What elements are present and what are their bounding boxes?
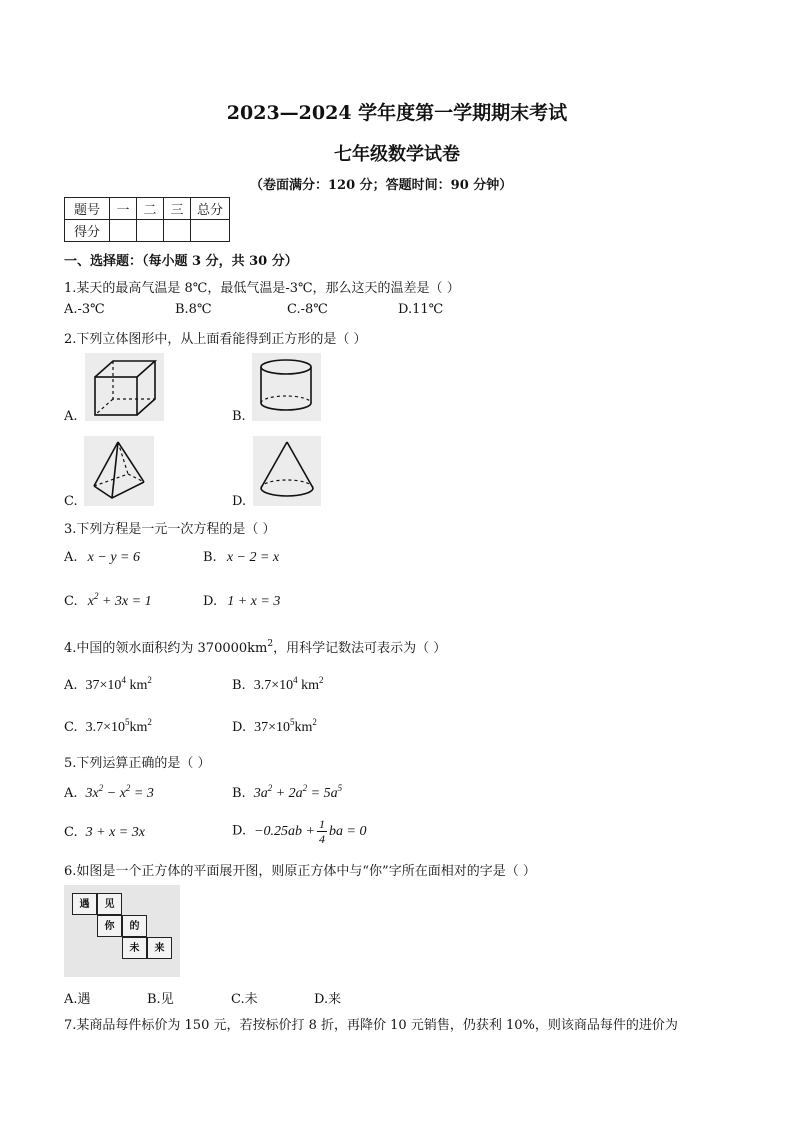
exam-note: （卷面满分：120 分；答题时间：90 分钟）: [250, 178, 513, 193]
cone-icon: [253, 436, 321, 506]
q5-option-d[interactable]: D. −0.25ab + $\frac{1}{4}$ ba = 0: [232, 817, 367, 846]
net-face: 你: [97, 915, 122, 937]
net-face: 的: [122, 915, 147, 937]
q1-option-d[interactable]: D.11℃: [398, 302, 444, 317]
cylinder-icon: [252, 353, 321, 421]
q1-option-a[interactable]: A.-3℃: [64, 302, 105, 317]
score-input-cell[interactable]: [137, 220, 164, 242]
question-1-stem: 1.某天的最高气温是 8℃，最低气温是-3℃，那么这天的温差是（ ）: [64, 281, 460, 296]
option-letter: C.: [64, 594, 78, 609]
option-letter: A.: [64, 550, 78, 565]
score-input-cell[interactable]: [191, 220, 230, 242]
q4-option-d[interactable]: D. $37\times 10^5km^2$: [232, 717, 317, 735]
q4-option-c[interactable]: C. $3.7\times 10^5km^2$: [64, 717, 152, 735]
q1-option-c[interactable]: C.-8℃: [287, 302, 328, 317]
score-table-header-row: [65, 198, 230, 220]
score-input-cell[interactable]: [164, 220, 191, 242]
exam-title: 2023—2024 学年度第一学期期末考试: [226, 102, 568, 124]
score-cell: 一: [110, 198, 137, 220]
q6-option-d[interactable]: D.来: [314, 992, 342, 1007]
q2-option-a[interactable]: A.: [64, 409, 78, 424]
q4-option-a[interactable]: A. $37\times 10^4$ $km^2$: [64, 675, 152, 693]
cube-net-figure: [64, 885, 180, 977]
score-cell: 二: [137, 198, 164, 220]
q5-option-a[interactable]: A. $3x^2 - x^2 = 3$: [64, 783, 154, 801]
section-heading: 一、选择题：（每小题 3 分，共 30 分）: [64, 254, 298, 269]
net-face: 遇: [72, 893, 97, 915]
q6-option-c[interactable]: C.未: [231, 992, 258, 1007]
score-table: [64, 197, 230, 242]
option-expression: x − 2 = x: [226, 550, 280, 565]
score-table-score-row: [65, 220, 230, 242]
option-expression: x − y = 6: [87, 550, 140, 565]
exam-subtitle: 七年级数学试卷: [334, 144, 460, 165]
net-face: 未: [122, 937, 147, 959]
question-5-stem: 5.下列运算正确的是（ ）: [64, 756, 211, 771]
q5-option-b[interactable]: B. $3a^2 + 2a^2 = 5a^5$: [232, 783, 343, 801]
q5-option-c[interactable]: C. 3 + x = 3x: [64, 825, 145, 840]
net-face: 见: [97, 893, 122, 915]
q2-option-c[interactable]: C.: [64, 494, 78, 509]
score-cell: 三: [164, 198, 191, 220]
fraction: $\frac{1}{4}$: [319, 817, 325, 846]
score-cell: 总分: [191, 198, 230, 220]
net-face: 来: [147, 937, 172, 959]
q2-option-b[interactable]: B.: [232, 409, 246, 424]
option-expression: $x^2 + 3x = 1$: [87, 591, 152, 609]
score-cell: 题号: [65, 198, 110, 220]
q3-option-d[interactable]: [203, 594, 280, 610]
option-letter: B.: [203, 550, 217, 565]
q3-option-c[interactable]: [64, 591, 152, 610]
question-2-stem: 2.下列立体图形中，从上面看能得到正方形的是（ ）: [64, 332, 367, 347]
q1-option-b[interactable]: B.8℃: [175, 302, 212, 317]
q3-option-a[interactable]: [64, 550, 140, 566]
q4-option-b[interactable]: B. $3.7\times 10^4$ $km^2$: [232, 675, 324, 693]
question-3-stem: 3.下列方程是一元一次方程的是（ ）: [64, 522, 276, 537]
question-7-stem: 7.某商品每件标价为 150 元，若按标价打 8 折，再降价 10 元销售，仍获利 10%，则该商品每件的进价为: [64, 1018, 678, 1033]
q3-option-b[interactable]: [203, 550, 279, 566]
score-input-cell[interactable]: [110, 220, 137, 242]
option-expression: 1 + x = 3: [227, 594, 281, 609]
cube-icon: [85, 353, 164, 421]
q6-option-b[interactable]: B.见: [147, 992, 174, 1007]
score-cell: 得分: [65, 220, 110, 242]
q2-option-d[interactable]: D.: [232, 494, 247, 509]
question-4-stem: 4.中国的领水面积约为 $370000km^2$，用科学记数法可表示为（ ）: [64, 639, 447, 656]
pyramid-icon: [84, 436, 154, 506]
q6-option-a[interactable]: A.遇: [64, 992, 91, 1007]
option-letter: D.: [203, 594, 218, 609]
question-6-stem: 6.如图是一个正方体的平面展开图，则原正方体中与“你”字所在面相对的字是（ ）: [64, 864, 536, 879]
